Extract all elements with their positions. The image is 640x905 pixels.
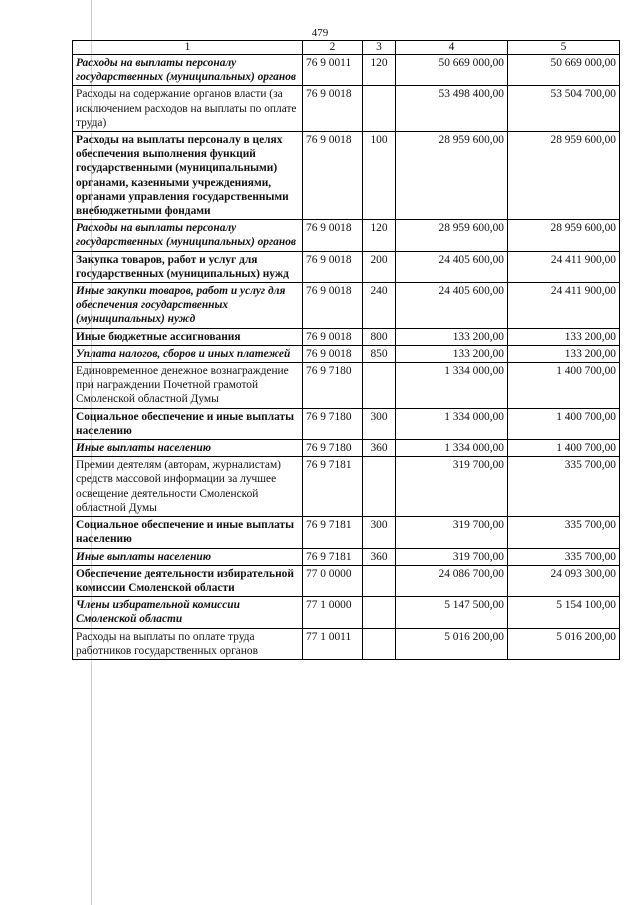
row-type-cell: 300 [363,517,396,548]
row-type-cell [363,457,396,517]
row-type-cell [363,86,396,132]
row-type-cell: 300 [363,408,396,439]
page-number: 479 [311,27,329,39]
table-row [73,251,620,282]
header-cell: 2 [303,41,363,55]
row-sum-2024-cell: 50 669 000,00 [508,55,620,86]
row-name-cell: Иные выплаты населению [73,440,303,457]
row-sum-2023-cell: 5 147 500,00 [396,597,508,628]
row-name-cell: Члены избирательной комиссии Смоленской области [73,597,303,628]
row-sum-2024-cell: 28 959 600,00 [508,132,620,220]
header-cell: 3 [363,41,396,55]
row-sum-2023-cell: 319 700,00 [396,457,508,517]
row-sum-2024-cell: 24 093 300,00 [508,565,620,596]
header-cell: 4 [396,41,508,55]
row-code-cell: 76 9 7181 [303,517,363,548]
header-cell: 5 [508,41,620,55]
row-type-cell [363,628,396,659]
row-type-cell [363,597,396,628]
table-row [73,408,620,439]
row-sum-2023-cell: 5 016 200,00 [396,628,508,659]
row-sum-2023-cell: 133 200,00 [396,328,508,345]
row-type-cell: 800 [363,328,396,345]
row-sum-2023-cell: 28 959 600,00 [396,132,508,220]
row-type-cell: 200 [363,251,396,282]
row-type-cell: 360 [363,548,396,565]
row-sum-2023-cell: 50 669 000,00 [396,55,508,86]
row-sum-2024-cell: 335 700,00 [508,548,620,565]
row-sum-2023-cell: 319 700,00 [396,517,508,548]
table-row [73,283,620,329]
row-code-cell: 76 9 7180 [303,363,363,409]
row-code-cell: 76 9 7180 [303,440,363,457]
row-type-cell [363,363,396,409]
table-row [73,517,620,548]
row-name-cell: Иные бюджетные ассигнования [73,328,303,345]
row-name-cell: Иные выплаты населению [73,548,303,565]
row-sum-2024-cell: 24 411 900,00 [508,283,620,329]
row-code-cell: 76 9 0018 [303,283,363,329]
row-type-cell: 120 [363,55,396,86]
row-name-cell: Иные закупки товаров, работ и услуг для обеспечения государственных (муниципальных) нужд [73,283,303,329]
row-name-cell: Расходы на выплаты персоналу государственных (муниципальных) органов [73,55,303,86]
table-row [73,597,620,628]
header-row [73,41,620,55]
row-code-cell: 76 9 0018 [303,86,363,132]
row-name-cell: Социальное обеспечение и иные выплаты населению [73,517,303,548]
row-code-cell: 76 9 0018 [303,132,363,220]
row-type-cell: 240 [363,283,396,329]
row-code-cell: 77 1 0000 [303,597,363,628]
row-name-cell: Расходы на выплаты персоналу государственных (муниципальных) органов [73,220,303,251]
table-row [73,220,620,251]
row-type-cell [363,565,396,596]
header-cell: 1 [73,41,303,55]
row-sum-2023-cell: 24 086 700,00 [396,565,508,596]
budget-table [72,40,620,660]
row-sum-2023-cell: 24 405 600,00 [396,251,508,282]
row-type-cell: 120 [363,220,396,251]
row-name-cell: Социальное обеспечение и иные выплаты населению [73,408,303,439]
row-type-cell: 100 [363,132,396,220]
row-sum-2024-cell: 1 400 700,00 [508,440,620,457]
row-sum-2024-cell: 24 411 900,00 [508,251,620,282]
row-sum-2024-cell: 335 700,00 [508,457,620,517]
table-row [73,86,620,132]
table-row [73,548,620,565]
table-row [73,328,620,345]
row-sum-2023-cell: 28 959 600,00 [396,220,508,251]
row-name-cell: Расходы на выплаты персоналу в целях обеспечения выполнения функций государственными (муниципальными) органами, казенными учреждениями, органами управления государственными внебюджетными фондами [73,132,303,220]
row-sum-2024-cell: 133 200,00 [508,345,620,362]
row-sum-2024-cell: 53 504 700,00 [508,86,620,132]
row-sum-2023-cell: 1 334 000,00 [396,408,508,439]
row-sum-2024-cell: 133 200,00 [508,328,620,345]
table-row [73,628,620,659]
row-sum-2024-cell: 5 016 200,00 [508,628,620,659]
row-name-cell: Обеспечение деятельности избирательной комиссии Смоленской области [73,565,303,596]
row-name-cell: Премии деятелям (авторам, журналистам) средств массовой информации за лучшее освещение деятельности Смоленской областной Думы [73,457,303,517]
row-name-cell: Расходы на содержание органов власти (за исключением расходов на выплаты по оплате труда) [73,86,303,132]
row-code-cell: 76 9 7181 [303,457,363,517]
row-sum-2023-cell: 24 405 600,00 [396,283,508,329]
row-sum-2023-cell: 1 334 000,00 [396,440,508,457]
row-sum-2023-cell: 53 498 400,00 [396,86,508,132]
row-code-cell: 76 9 7180 [303,408,363,439]
row-code-cell: 77 1 0011 [303,628,363,659]
row-name-cell: Единовременное денежное вознаграждение при награждении Почетной грамотой Смоленской областной Думы [73,363,303,409]
row-name-cell: Расходы на выплаты по оплате труда работников государственных органов [73,628,303,659]
row-sum-2024-cell: 1 400 700,00 [508,363,620,409]
row-name-cell: Уплата налогов, сборов и иных платежей [73,345,303,362]
row-type-cell: 850 [363,345,396,362]
row-sum-2024-cell: 28 959 600,00 [508,220,620,251]
table-row [73,132,620,220]
table-row [73,55,620,86]
table-row [73,345,620,362]
row-sum-2023-cell: 133 200,00 [396,345,508,362]
row-code-cell: 76 9 0018 [303,345,363,362]
row-code-cell: 76 9 7181 [303,548,363,565]
table-row [73,440,620,457]
row-sum-2024-cell: 335 700,00 [508,517,620,548]
row-code-cell: 76 9 0018 [303,328,363,345]
row-code-cell: 77 0 0000 [303,565,363,596]
table-row [73,565,620,596]
row-code-cell: 76 9 0011 [303,55,363,86]
row-sum-2024-cell: 1 400 700,00 [508,408,620,439]
row-type-cell: 360 [363,440,396,457]
row-code-cell: 76 9 0018 [303,251,363,282]
table-body [73,55,620,660]
table-row [73,457,620,517]
row-sum-2023-cell: 1 334 000,00 [396,363,508,409]
row-code-cell: 76 9 0018 [303,220,363,251]
row-sum-2024-cell: 5 154 100,00 [508,597,620,628]
row-sum-2023-cell: 319 700,00 [396,548,508,565]
row-name-cell: Закупка товаров, работ и услуг для государственных (муниципальных) нужд [73,251,303,282]
table-row [73,363,620,409]
